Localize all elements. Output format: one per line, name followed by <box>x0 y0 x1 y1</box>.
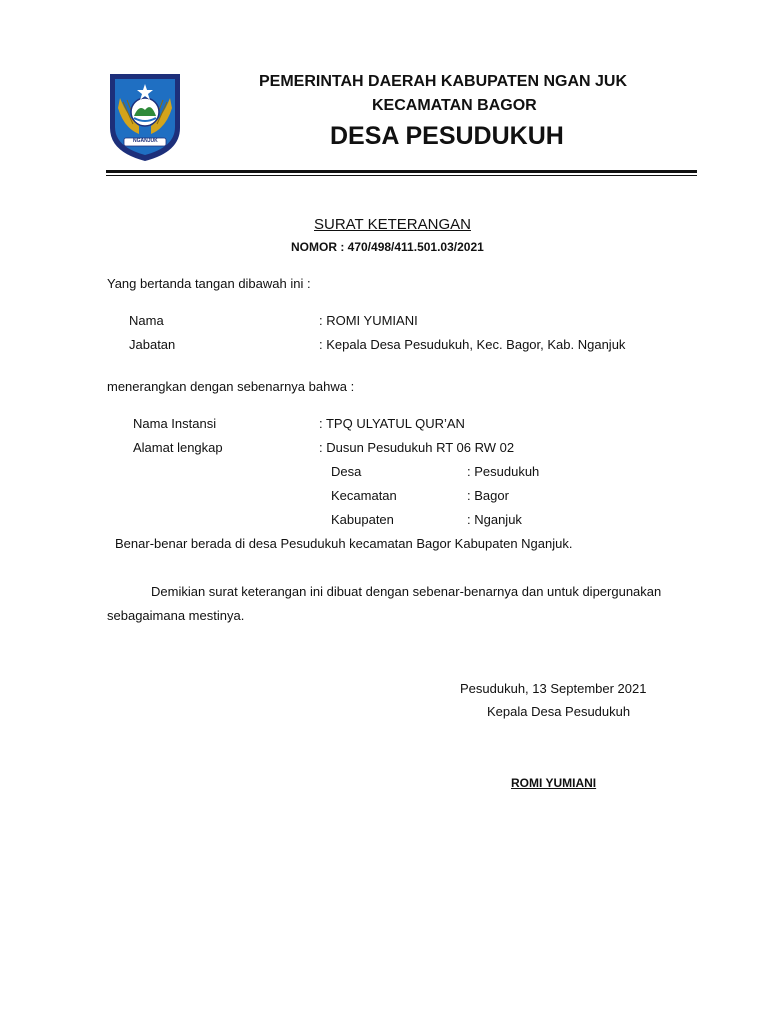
emblem-icon <box>106 68 184 164</box>
regency-label: Kabupaten <box>331 512 394 527</box>
signer-position-value: : Kepala Desa Pesudukuh, Kec. Bagor, Kab. Nganjuk <box>319 337 626 352</box>
emblem-ribbon-text: NGANJUK <box>133 138 158 144</box>
institution-label: Nama Instansi <box>133 416 217 431</box>
address-value: : Dusun Pesudukuh RT 06 RW 02 <box>319 440 515 455</box>
kabupaten-emblem-logo <box>106 68 184 164</box>
signer-title: Kepala Desa Pesudukuh <box>487 704 631 719</box>
statement-text: Benar-benar berada di desa Pesudukuh kecamatan Bagor Kabupaten Nganjuk. <box>115 536 573 551</box>
village-value: : Pesudukuh <box>467 464 540 479</box>
regency-value: : Nganjuk <box>467 512 522 527</box>
village-label: Desa <box>331 464 362 479</box>
closing-paragraph-line1: Demikian surat keterangan ini dibuat dengan sebenar-benarnya dan untuk dipergunakan <box>151 584 662 599</box>
institution-value: : TPQ ULYATUL QUR’AN <box>319 416 465 431</box>
signer-name-label: Nama <box>129 313 164 328</box>
declaration-text: menerangkan dengan sebenarnya bahwa : <box>107 379 355 394</box>
letter-title: SURAT KETERANGAN <box>314 216 471 233</box>
signer-name-value: : ROMI YUMIANI <box>319 313 418 328</box>
subdistrict-label: Kecamatan <box>331 488 397 503</box>
signer-position-label: Jabatan <box>129 337 176 352</box>
letterhead-district-line: KECAMATAN BAGOR <box>372 97 537 114</box>
letterhead-village-name: DESA PESUDUKUH <box>330 122 564 150</box>
letterhead-thin-rule <box>106 175 697 176</box>
signer-name: ROMI YUMIANI <box>511 776 597 790</box>
subdistrict-value: : Bagor <box>467 488 509 503</box>
address-label: Alamat lengkap <box>133 440 223 455</box>
opening-text: Yang bertanda tangan dibawah ini : <box>107 276 311 291</box>
letterhead-government-line: PEMERINTAH DAERAH KABUPATEN NGAN JUK <box>259 73 628 90</box>
place-and-date: Pesudukuh, 13 September 2021 <box>460 681 647 696</box>
letterhead-thick-rule <box>106 170 697 173</box>
letter-number: NOMOR : 470/498/411.501.03/2021 <box>291 240 484 254</box>
closing-paragraph-line2: sebagaimana mestinya. <box>107 608 245 623</box>
